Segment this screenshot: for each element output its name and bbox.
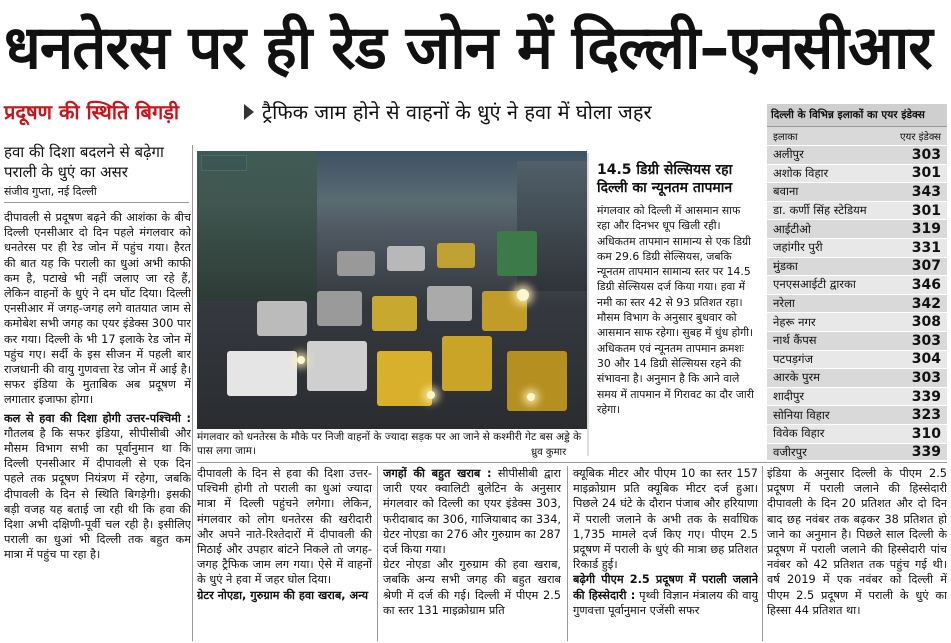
column-paragraph: क्यूबिक मीटर और पीएम 10 का स्तर 157 माइक्रोग्राम प्रति क्यूबिक मीटर दर्ज हुआ। पिछले 24 घंटे के दौरान पंजाब और हरियाणा में पराली जलाने के अभी तक के सर्वाधिक 1,735 मामले दर्ज किए गए। पीएम 2.5 प्रदूषण में पराली के धुएं की मात्रा छह प्रतिशत रिकार्ड हुई।	[573, 467, 758, 572]
lead-article	[4, 210, 191, 640]
headlight	[517, 289, 529, 301]
headlight	[427, 391, 435, 399]
auto-rickshaw	[507, 351, 567, 411]
column-4	[573, 466, 758, 643]
column-5	[767, 466, 947, 643]
column-paragraph-text: पृथ्वी विज्ञान मंत्रालय की वायु गुणवत्ता पूर्वानुमान एजेंसी सफर	[573, 588, 758, 617]
aqi-value: 301	[911, 202, 941, 219]
car	[257, 301, 307, 336]
car	[317, 291, 362, 326]
aqi-area-name: आरके पुरम	[773, 370, 821, 385]
column-3	[383, 466, 561, 643]
weather-title: 14.5 डिग्री सेल्सियस रहा दिल्ली का न्यूनतम तापमान	[597, 162, 733, 196]
aqi-area-name: मुंडका	[773, 258, 798, 273]
aqi-value: 319	[911, 221, 941, 238]
lead-paragraph: दीपावली से प्रदूषण बढ़ने की आशंका के बीच दिल्ली एनसीआर दो दिन पहले मंगलवार को धनतेरस पर ही रेड जोन में पहुंच गया। हैरत की बात यह कि पराली का धुआं अभी काफी कम है, पटाखे भी नहीं जलाए जा रहे हैं, लेकिन वाहनों के धुएं ने दम घोंट दिया। दिल्ली एनसीआर में जगह-जगह लगे वातयात जाम से कमोबेश सभी जगह का एयर इंडेक्स 300 पार कर गया। दिल्ली के भी 17 इलाके रेड जोन में पहुंच गए। सर्दी के इस सीजन में पहली बार राजधानी की वायु गुणवत्ता रेड जोन में आई है। सफर इंडिया के मुताबिक अब प्रदूषण में लगातार इजाफा होगा।	[4, 211, 191, 407]
aqi-value: 303	[911, 332, 941, 349]
aqi-row	[767, 405, 947, 424]
column-paragraph	[573, 572, 758, 618]
aqi-value: 304	[911, 351, 941, 368]
aqi-table-header	[767, 127, 947, 145]
aqi-area-name: डा. कर्णी सिंह स्टेडियम	[773, 203, 867, 218]
aqi-value: 331	[911, 239, 941, 256]
trees	[197, 151, 317, 301]
weather-box	[587, 153, 762, 456]
headline: धनतेरस पर ही रेड जोन में दिल्ली–एनसीआर	[4, 13, 932, 83]
aqi-row	[767, 312, 947, 331]
aqi-value: 339	[911, 388, 941, 405]
lead-paragraph	[4, 411, 191, 563]
column-divider	[567, 466, 568, 641]
aqi-area-name: नेहरू नगर	[773, 314, 816, 329]
headlight	[527, 393, 535, 401]
aqi-table	[767, 104, 947, 460]
aqi-row	[767, 294, 947, 313]
aqi-row	[767, 201, 947, 220]
aqi-area-name: बवाना	[773, 184, 799, 199]
column-paragraph-text: सीपीसीबी द्वारा जारी एयर क्वालिटी बुलेटिन के अनुसार मंगलवार को दिल्ली का एयर इंडेक्स 303, फरीदाबाद का 306, गाजियाबाद का 334, ग्रेटर नोएडा का 276 और गुरुग्राम का 287 दर्ज किया गया।	[383, 467, 561, 557]
aqi-value: 323	[911, 407, 941, 424]
photo-credit: ध्रुव कुमार	[531, 447, 567, 458]
photo-caption: मंगलवार को धनतेरस के मौके पर निजी वाहनों के ज्यादा सड़क पर आ जाने से कश्मीरी गेट बस अड्डे के पास लगा जाम।	[197, 431, 582, 457]
section-subtitle: बढ़ेगी पीएम 2.5 प्रदूषण में पराली जलाने की हिस्सेदारी :	[573, 573, 758, 602]
aqi-row	[767, 257, 947, 276]
aqi-row	[767, 164, 947, 183]
lead-paragraph-text: गौतलब है कि सफर इंडिया, सीपीसीबी और मौसम विभाग सभी का पूर्वानुमान था कि दिल्ली एनसीआर में दीपावली से एक दिन पहले तक प्रदूषण नियंत्रण में रहेगा, जबकि दीपावली के दिन से स्थिति बिगड़ेगी। इसकी बड़ी वजह यह बताई जा रही थी कि हवा की दिशा अभी दक्षिणी-पूर्वी चल रही है। इसीलिए पराली का धुआं भी दिल्ली तक बहुत कम मात्रा में पहुंच पा रहा है।	[4, 426, 191, 562]
divider	[4, 202, 189, 203]
aqi-value: 343	[911, 183, 941, 200]
aqi-row	[767, 219, 947, 238]
lead-heading: हवा की दिशा बदलने से बढ़ेगा पराली के धुएं का असर	[4, 143, 164, 181]
aqi-value: 301	[911, 165, 941, 182]
aqi-area-name: नार्थ कैंपस	[773, 333, 817, 348]
section-subtitle: जगहों की बहुत खराब :	[383, 467, 492, 480]
aqi-row	[767, 331, 947, 350]
aqi-value: 342	[911, 295, 941, 312]
aqi-table-title: दिल्ली के विभिन्न इलाकों का एयर इंडेक्स	[767, 104, 947, 127]
traffic-jam-photo	[197, 151, 587, 429]
aqi-row	[767, 145, 947, 164]
bus	[497, 231, 537, 276]
column-divider	[762, 466, 763, 641]
column-paragraph: इंडिया के अनुसार दिल्ली के पीएम 2.5 प्रदूषण में पराली जलाने की हिस्सेदारी दीपावली के दिन 20 प्रतिशत और दो दिन बाद छह नवंबर तक बढ़कर 38 प्रतिशत हो जाने का अनुमान है। पिछले साल दिल्ली के प्रदूषण में पराली जलाने की हिस्सेदारी पांच नवंबर को 42 प्रतिशत तक पहुंच गई थी। वर्ष 2019 में एक नवंबर को दिल्ली में पीएम 2.5 प्रदूषण में पराली के धुएं का हिस्सा 44 प्रतिशत था।	[767, 467, 947, 617]
subhead: ट्रैफिक जाम होने से वाहनों के धुएं ने हवा में घोला जहर	[262, 100, 652, 124]
aqi-row	[767, 275, 947, 294]
aqi-area-name: अलीपुर	[773, 147, 804, 162]
aqi-area-name: जहांगीर पुरी	[773, 240, 823, 255]
auto-rickshaw	[377, 351, 432, 406]
kicker: प्रदूषण की स्थिति बिगड़ी	[4, 100, 180, 124]
aqi-value: 303	[911, 369, 941, 386]
aqi-value: 308	[911, 314, 941, 331]
section-subtitle: कल से हवा की दिशा होगी उत्तर-पश्चिमी :	[4, 411, 191, 425]
byline: संजीव गुप्ता, नई दिल्ली	[4, 185, 97, 198]
aqi-area-name: नरेला	[773, 296, 795, 311]
col-area-header: इलाका	[773, 132, 798, 143]
weather-text: मंगलवार को दिल्ली में आसमान साफ रहा और दिनभर धूप खिली रही। अधिकतम तापमान सामान्य से एक डिग्री कम 29.6 डिग्री सेल्सियस, जबकि न्यूनतम तापमान सामान्य स्तर पर 14.5 डिग्री सेल्सियस दर्ज किया गया। हवा में नमी का स्तर 42 से 93 प्रतिशत रहा। मौसम विभाग के अनुसार बुधवार को आसमान साफ रहेगा। सुबह में धुंध होगी। अधिकतम एवं न्यूनतम तापमान क्रमशः 30 और 14 डिग्री सेल्सियस रहने की संभावना है। अनुमान है कि आने वाले समय में तापमान में गिरावट का दौर जारी रहेगा।	[597, 204, 754, 416]
aqi-value: 307	[911, 258, 941, 275]
headlight	[297, 356, 305, 364]
aqi-area-name: पटपड़गंज	[773, 351, 814, 366]
aqi-row	[767, 350, 947, 369]
aqi-rows	[767, 145, 947, 461]
auto-rickshaw	[442, 336, 492, 391]
aqi-area-name: शादीपुर	[773, 389, 805, 404]
col-index-header: एयर इंडेक्स	[899, 132, 941, 143]
aqi-value: 339	[911, 444, 941, 461]
column-paragraph: ग्रेटर नोएडा और गुरुग्राम की हवा खराब, जबकि अन्य सभी जगह की बहुत खराब श्रेणी में दर्ज की गई। दिल्ली में पीएम 2.5 का स्तर 131 माइक्रोग्राम प्रति	[383, 558, 561, 617]
aqi-value: 303	[911, 146, 941, 163]
aqi-value: 310	[911, 425, 941, 442]
column-paragraph: दीपावली के दिन से हवा की दिशा उत्तर-पश्चिमी होगी तो पराली का धुआं ज्यादा मात्रा में दिल्ली पहुंचने लगेगा। लेकिन, मंगलवार को लोग धनतेरस की खरीदारी और अपने नाते-रिश्तेदारों में दीपावली की मिठाई और उपहार बांटने निकले तो जगह-जगह ट्रैफिक जाम लग गया। ऐसे में वाहनों के धुएं ने हवा में जहर घोल दिया।	[197, 467, 372, 587]
column-divider	[192, 145, 193, 641]
car	[437, 243, 475, 268]
aqi-area-name: विवेक विहार	[773, 426, 825, 441]
play-arrow-icon	[244, 104, 254, 120]
aqi-area-name: एनएसआईटी द्वारका	[773, 277, 856, 292]
section-subtitle: ग्रेटर नोएडा, गुरुग्राम की हवा खराब, अन्य	[197, 588, 369, 602]
aqi-area-name: वजीरपुर	[773, 444, 807, 459]
car	[387, 246, 425, 271]
aqi-row	[767, 368, 947, 387]
car	[307, 341, 367, 391]
auto-rickshaw	[372, 296, 417, 331]
aqi-area-name: सोनिया विहार	[773, 407, 830, 422]
aqi-row	[767, 443, 947, 462]
column-paragraph	[383, 466, 561, 557]
aqi-row	[767, 387, 947, 406]
column-divider	[377, 466, 378, 641]
divider	[197, 462, 947, 463]
aqi-value: 346	[911, 276, 941, 293]
aqi-area-name: आईटीओ	[773, 221, 811, 236]
car	[427, 286, 472, 321]
aqi-row	[767, 424, 947, 443]
aqi-row	[767, 238, 947, 257]
car	[337, 251, 375, 276]
car	[227, 351, 297, 396]
aqi-area-name: अशोक विहार	[773, 165, 829, 180]
column-2	[197, 466, 372, 643]
aqi-row	[767, 182, 947, 201]
